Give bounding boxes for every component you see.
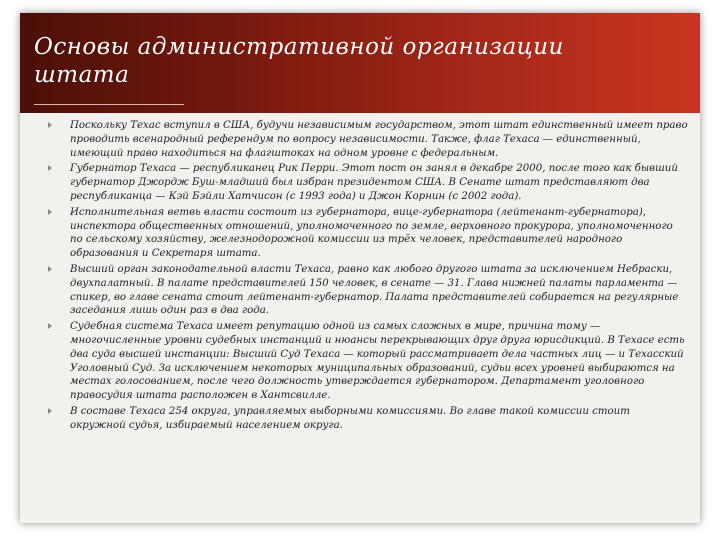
- title-banner: [20, 13, 700, 113]
- bullet-text: Судебная система Техаса имеет репутацию одной из самых сложных в мире, причина тому — многочисленные уровни судебных инстанций и нюансы перекрывающих друг друга юрисдикций. В Техасе есть два суда высшей инстанции: Высший Суд Техаса — который рассматривает дела частных лиц — и Техасский Уголовный Суд. За исключением некоторых муниципальных образований, судьи всех уровней выбираются на местах голосованием, после чего должность утверждается губернатором. Департамент уголовного правосудия штата расположен в Хантсвилле.: [70, 321, 685, 402]
- bullet-text: В составе Техаса 254 округа, управляемых выборными комиссиями. Во главе такой комиссии стоит окружной судья, избираемый населением округа.: [70, 405, 630, 431]
- slide-card: [20, 13, 700, 523]
- bullet-text: Исполнительная ветвь власти состоит из губернатора, вице-губернатора (лейтенант-губернатора), инспектора общественных отношений, уполномоченного по земле, верховного прокурора, уполномоченного по сельскому хозяйству, железнодорожной комиссии из трёх человек, представителей народного образования и Секретаря штата.: [70, 206, 673, 260]
- bullet-item: [48, 119, 688, 160]
- bullet-arrow-icon: [48, 323, 52, 329]
- bullet-item: [48, 320, 688, 403]
- bullet-item: [48, 162, 688, 203]
- slide-title: Основы административной организации штата: [34, 34, 564, 88]
- bullet-item: [48, 206, 688, 261]
- bullet-arrow-icon: [48, 165, 52, 171]
- bullet-list: [48, 119, 688, 435]
- bullet-arrow-icon: [48, 122, 52, 128]
- title-underline: [34, 104, 184, 105]
- bullet-item: [48, 263, 688, 318]
- bullet-item: [48, 405, 688, 433]
- bullet-text: Губернатор Техаса — республиканец Рик Перри. Этот пост он занял в декабре 2000, после того как бывший губернатор Джордж Буш-младший был избран президентом США. В Сенате штат представляют два республиканца — Кэй Бэйли Хатчисон (с 1993 года) и Джон Корнин (с 2002 года).: [70, 163, 678, 202]
- bullet-text: Поскольку Техас вступил в США, будучи независимым государством, этот штат единственный имеет право проводить всенародный референдум по вопросу независимости. Также, флаг Техаса — единственный, имеющий право находиться на флагштоках на одном уровне с федеральным.: [70, 120, 688, 159]
- bullet-arrow-icon: [48, 209, 52, 215]
- bullet-text: Высший орган законодательной власти Техаса, равно как любого другого штата за исключением Небраски, двухпалатный. В палате представителей 150 человек, в сенате — 31. Глава нижней палаты парламента — спикер, во главе сената стоит лейтенант-губернатор. Палата представителей собирается на регулярные заседания лишь один раз в два года.: [70, 263, 679, 317]
- bullet-arrow-icon: [48, 266, 52, 272]
- bullet-arrow-icon: [48, 408, 52, 414]
